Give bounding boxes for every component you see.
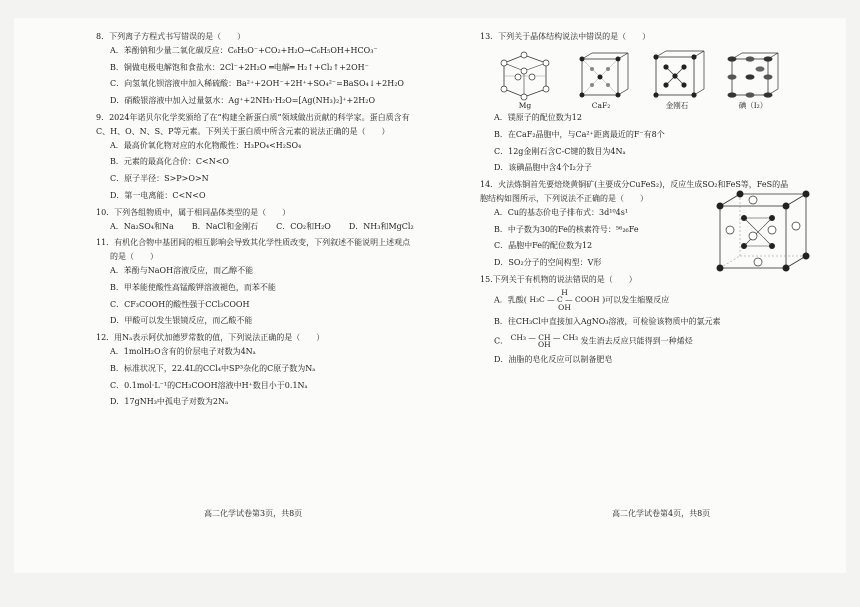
iodine-structure	[722, 49, 784, 111]
q15-option-d: D．油脂的皂化反应可以制备肥皂	[494, 354, 613, 364]
q14-option-a: A．Cu的基态价电子排布式：3d¹⁰4s¹	[494, 207, 629, 217]
q11-option-b: B．甲苯能使酸性高锰酸钾溶液褪色，而苯不能	[110, 282, 276, 292]
crystal-structures-row	[494, 49, 810, 111]
diamond-structure	[646, 49, 708, 111]
q9-stem-line1: 9．2024年诺贝尔化学奖颁给了在“构建全新蛋白质”领域做出贡献的科学家。蛋白质含有	[96, 112, 410, 122]
q8-option-a: A．苯酚钠和少量二氧化碳反应：C₆H₅O⁻+CO₂+H₂O→C₆H₅OH+HCO₃⁻	[110, 45, 378, 55]
lactic-acid-formula	[529, 289, 599, 312]
isopropanol-chain: CH₃ — CH — CH₃	[510, 332, 579, 342]
mg-structure	[494, 49, 556, 111]
q9-option-d: D．第一电离能：C<N<O	[110, 190, 206, 200]
question-11	[96, 238, 426, 327]
lactic-oh: OH	[558, 302, 571, 312]
q14-option-c: C．晶胞中Fe的配位数为12	[494, 241, 593, 251]
q14-option-d: D．SO₂分子的空间构型：V形	[494, 258, 602, 268]
exam-sheet	[14, 18, 846, 573]
q10-options	[110, 222, 426, 233]
mg-hcp-icon	[494, 49, 556, 101]
q11-option-a: A．苯酚与NaOH溶液反应，而乙醇不能	[110, 265, 254, 275]
q9-option-a: A．最高价氧化物对应的水化物酸性：H₃PO₄<H₂SO₄	[110, 140, 302, 150]
lactic-h: H	[561, 287, 568, 297]
question-10	[96, 208, 426, 233]
q15-a-suffix: )可以发生缩聚反应	[602, 294, 670, 304]
caf2-cell-icon	[570, 49, 632, 101]
page-footer-right: 高二化学试卷第4页，共8页	[612, 509, 711, 518]
diamond-cell-icon	[646, 49, 708, 101]
q11-stem-line2: 的是（ ）	[110, 252, 158, 262]
q14-option-b: B．中子数为30的Fe的核素符号：⁵⁶₂₆Fe	[494, 224, 639, 234]
q13-option-b: B．在CaF₂晶胞中，与Ca²⁺距离最近的F⁻有8个	[494, 129, 665, 139]
q8-option-b: B．铜做电极电解饱和食盐水：2Cl⁻+2H₂O ═电解═ H₂↑+Cl₂↑+2OH⁻	[110, 62, 369, 72]
q15-stem: 15.下列关于有机物的说法错误的是（ ）	[480, 274, 637, 284]
q9-option-b: B．元素的最高化合价：C<N<O	[110, 157, 229, 167]
q15-c-prefix: C．	[494, 336, 509, 346]
q12-option-a: A．1molH₂O含有的价层电子对数为4Nₐ	[110, 346, 256, 356]
q13-option-a: A．镁原子的配位数为12	[494, 112, 582, 122]
question-12	[96, 333, 426, 408]
q8-option-d: D．硝酸银溶液中加入过量氨水：Ag⁺+2NH₃·H₂O=[Ag(NH₃)₂]⁺+2H₂O	[110, 96, 376, 106]
right-column	[480, 32, 810, 372]
q9-option-c: C．原子半径：S>P>O>N	[110, 174, 209, 184]
isopropanol-oh: OH	[538, 340, 551, 350]
caf2-structure	[570, 49, 632, 111]
q9-stem-line2: C、H、O、N、S、P等元素。下列关于蛋白质中所含元素的说法正确的是（ ）	[96, 126, 390, 136]
question-13	[480, 32, 810, 174]
q15-option-a	[494, 289, 810, 312]
q15-option-c	[494, 334, 810, 349]
q15-a-prefix: A．乳酸(	[494, 294, 527, 304]
q15-c-suffix: 发生消去反应只能得到一种烯烃	[580, 336, 693, 346]
page-footer-left: 高二化学试卷第3页，共8页	[204, 509, 303, 518]
q10-option-b: B．NaCl和金刚石	[191, 221, 259, 231]
q13-stem: 13．下列关于晶体结构说法中错误的是（ ）	[480, 32, 651, 41]
left-column	[96, 32, 426, 414]
q10-stem: 10．下列各组物质中，属于相同晶体类型的是（ ）	[96, 207, 291, 217]
q8-option-c: C．向氢氧化钡溶液中加入稀硫酸：Ba²⁺+2OH⁻+2H⁺+SO₄²⁻=BaSO₄↓+2H₂O	[110, 79, 404, 89]
iodine-cell-icon	[722, 49, 784, 101]
mg-label: Mg	[518, 100, 532, 110]
isopropanol-formula	[511, 334, 578, 349]
q10-option-a: A．Na₂SO₄和Na	[110, 221, 174, 231]
q15-option-b: B．往CH₃Cl中直接加入AgNO₃溶液，可检验该物质中的氯元素	[494, 317, 721, 327]
question-9	[96, 113, 426, 202]
q12-option-d: D．17gNH₃中孤电子对数为2Nₐ	[110, 397, 229, 407]
q14-stem-line2: 胞结构如图所示，下列说法不正确的是（ ）	[480, 193, 648, 203]
q13-option-d: D．该碘晶胞中含4个I₂分子	[494, 163, 592, 173]
fes-unit-cell-icon	[714, 190, 810, 274]
question-15	[480, 275, 810, 366]
q11-stem-line1: 11．有机化合物中基团间的相互影响会导致其化学性质改变，下列叙述不能说明上述观点	[96, 238, 411, 248]
q13-option-c: C．12g金刚石含C-C键的数目为4Nₐ	[494, 146, 626, 156]
q12-stem: 12．用Nₐ表示阿伏加德罗常数的值，下列说法正确的是（ ）	[96, 333, 325, 343]
iodine-label: 碘（I₂）	[738, 100, 768, 110]
fes-cell-figure	[714, 190, 810, 278]
question-14	[480, 180, 810, 269]
question-8	[96, 32, 426, 107]
q10-option-c: C．CO₂和H₂O	[276, 221, 331, 231]
q8-stem: 8．下列离子方程式书写错误的是（ ）	[96, 32, 246, 41]
diamond-label: 金刚石	[665, 100, 689, 110]
caf2-label: CaF₂	[591, 100, 611, 110]
q10-option-d: D．NH₃和MgCl₂	[348, 221, 414, 231]
q12-option-c: C．0.1mol·L⁻¹的CH₃COOH溶液中H⁺数目小于0.1Nₐ	[110, 380, 308, 390]
q11-option-d: D．甲酸可以发生银镜反应，而乙酸不能	[110, 316, 253, 326]
q12-option-b: B．标准状况下，22.4L的CCl₄中SP³杂化的C原子数为Nₐ	[110, 363, 316, 373]
q11-option-c: C．CF₃COOH的酸性强于CCl₃COOH	[110, 299, 250, 309]
lactic-chain: H₃C — C — COOH	[529, 295, 600, 305]
q14-stem-line1: 14．火法炼铜首先要焙烧黄铜矿(主要成分CuFeS₂)，反应生成SO₂和FeS等，FeS的晶	[480, 180, 789, 190]
